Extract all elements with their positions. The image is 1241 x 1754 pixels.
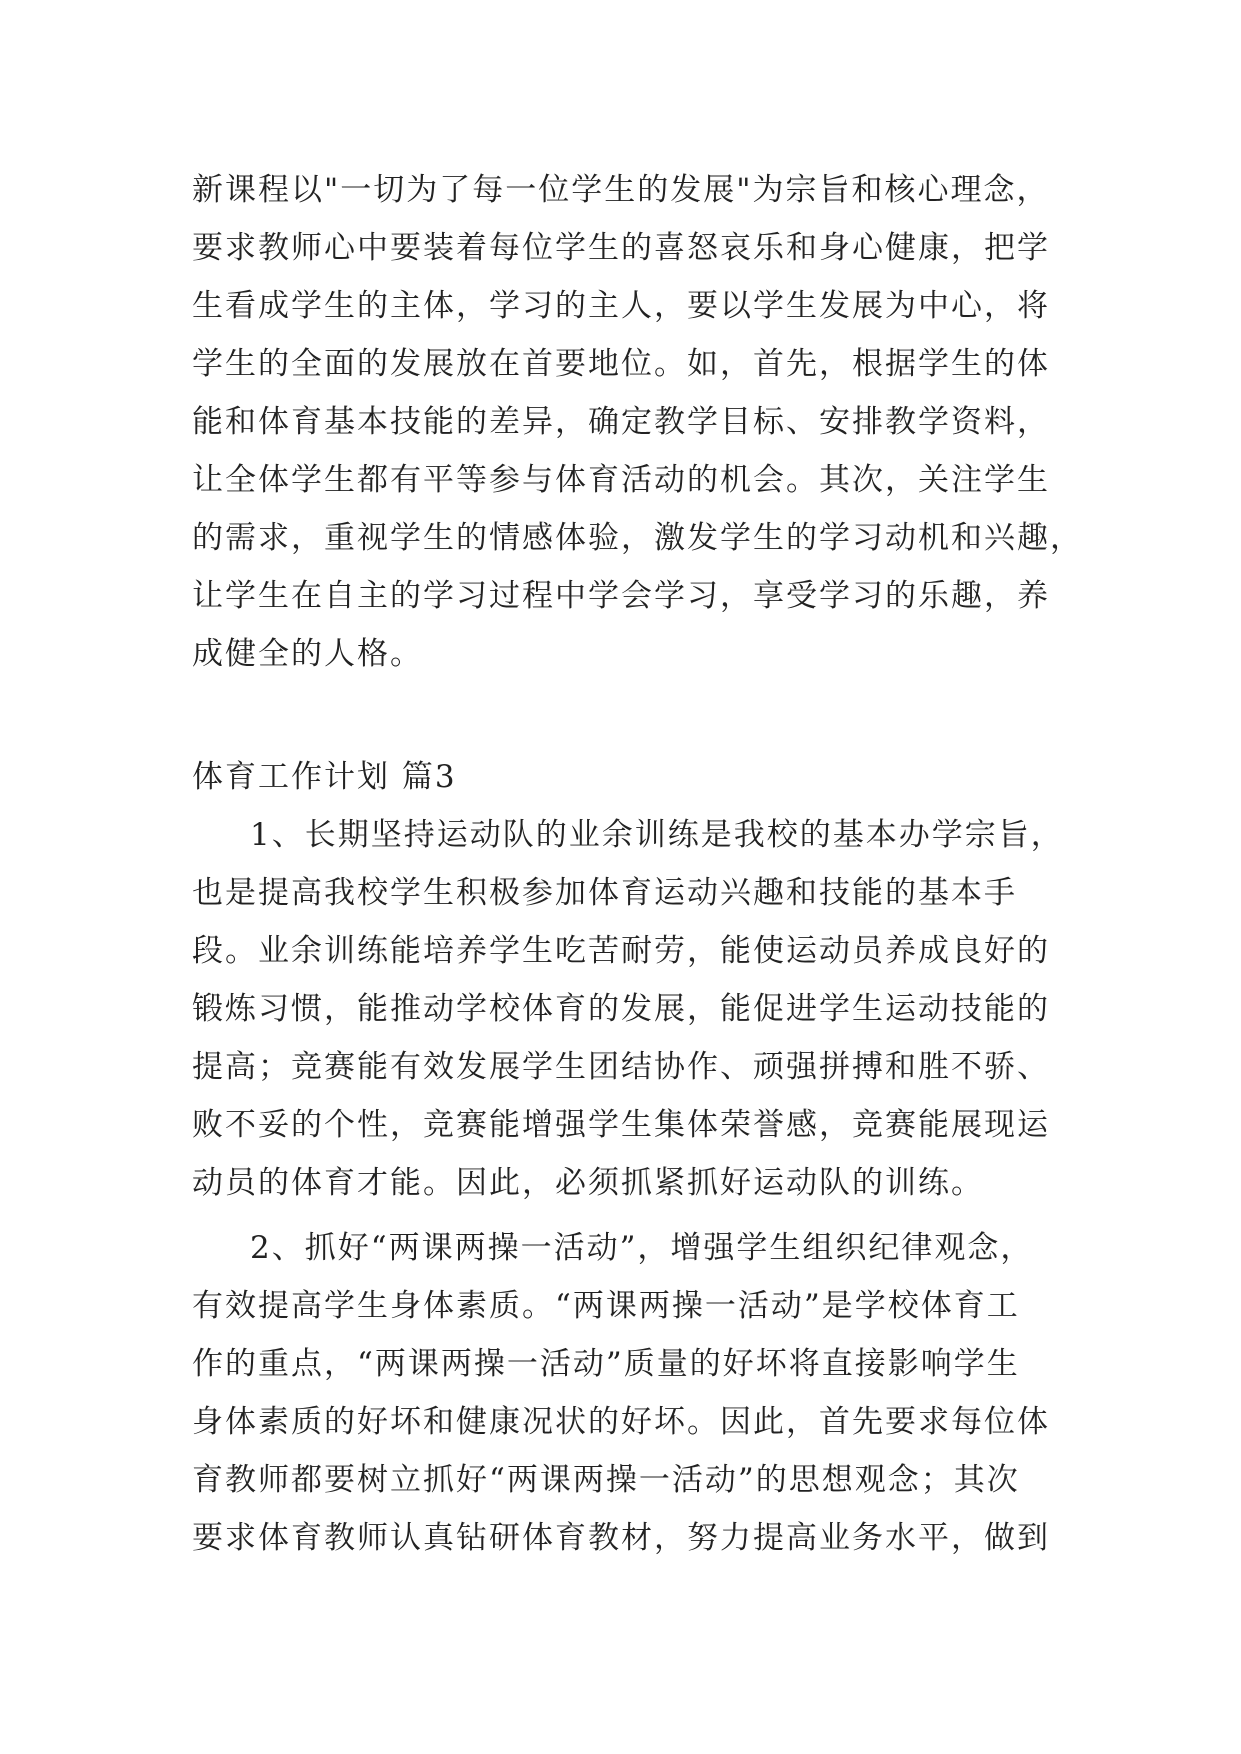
paragraph-2 [192,806,1064,1212]
paragraph-line: 生看成学生的主体，学习的主人，要以学生发展为中心，将 [192,288,1050,324]
paragraph-line: 要求体育教师认真钻研体育教材，努力提高业务水平，做到 [192,1520,1050,1556]
paragraph-line: 动员的体育才能。因此，必须抓紧抓好运动队的训练。 [192,1165,984,1201]
paragraph-line: 成健全的人格。 [192,636,423,672]
paragraph-line: 也是提高我校学生积极参加体育运动兴趣和技能的基本手 [192,875,1017,911]
paragraph-line: 要求教师心中要装着每位学生的喜怒哀乐和身心健康，把学 [192,230,1050,266]
paragraph-line: 让学生在自主的学习过程中学会学习，享受学习的乐趣，养 [192,578,1050,614]
paragraph-line: 提高；竞赛能有效发展学生团结协作、顽强拼搏和胜不骄、 [192,1049,1050,1085]
paragraph-line: 败不妥的个性，竞赛能增强学生集体荣誉感，竞赛能展现运 [192,1107,1050,1143]
section-heading [192,748,1052,806]
paragraph-line: 的需求，重视学生的情感体验，激发学生的学习动机和兴趣， [192,520,1083,556]
paragraph-line: 让全体学生都有平等参与体育活动的机会。其次，关注学生 [192,462,1050,498]
paragraph-line: 学生的全面的发展放在首要地位。如，首先，根据学生的体 [192,346,1050,382]
paragraph-line: 有效提高学生身体素质。“两课两操一活动”是学校体育工 [192,1288,1020,1324]
paragraph-line: 育教师都要树立抓好“两课两操一活动”的思想观念；其次 [192,1462,1020,1498]
paragraph-line: 锻炼习惯，能推动学校体育的发展，能促进学生运动技能的 [192,991,1050,1027]
paragraph-line: 新课程以"一切为了每一位学生的发展"为宗旨和核心理念， [192,172,1050,208]
paragraph-line: 身体素质的好坏和健康况状的好坏。因此，首先要求每位体 [192,1404,1050,1440]
paragraph-line: 作的重点，“两课两操一活动”质量的好坏将直接影响学生 [192,1346,1020,1382]
paragraph-line: 能和体育基本技能的差异，确定教学目标、安排教学资料， [192,404,1050,440]
paragraph-3 [192,1219,1052,1567]
paragraph-line: 1、长期坚持运动队的业余训练是我校的基本办学宗旨， [250,817,1064,853]
paragraph-line: 段。业余训练能培养学生吃苦耐劳，能使运动员养成良好的 [192,933,1050,969]
paragraph-1 [192,161,1083,683]
section-heading-text: 体育工作计划 篇3 [192,759,457,795]
paragraph-line: 2、抓好“两课两操一活动”，增强学生组织纪律观念， [250,1230,1034,1266]
